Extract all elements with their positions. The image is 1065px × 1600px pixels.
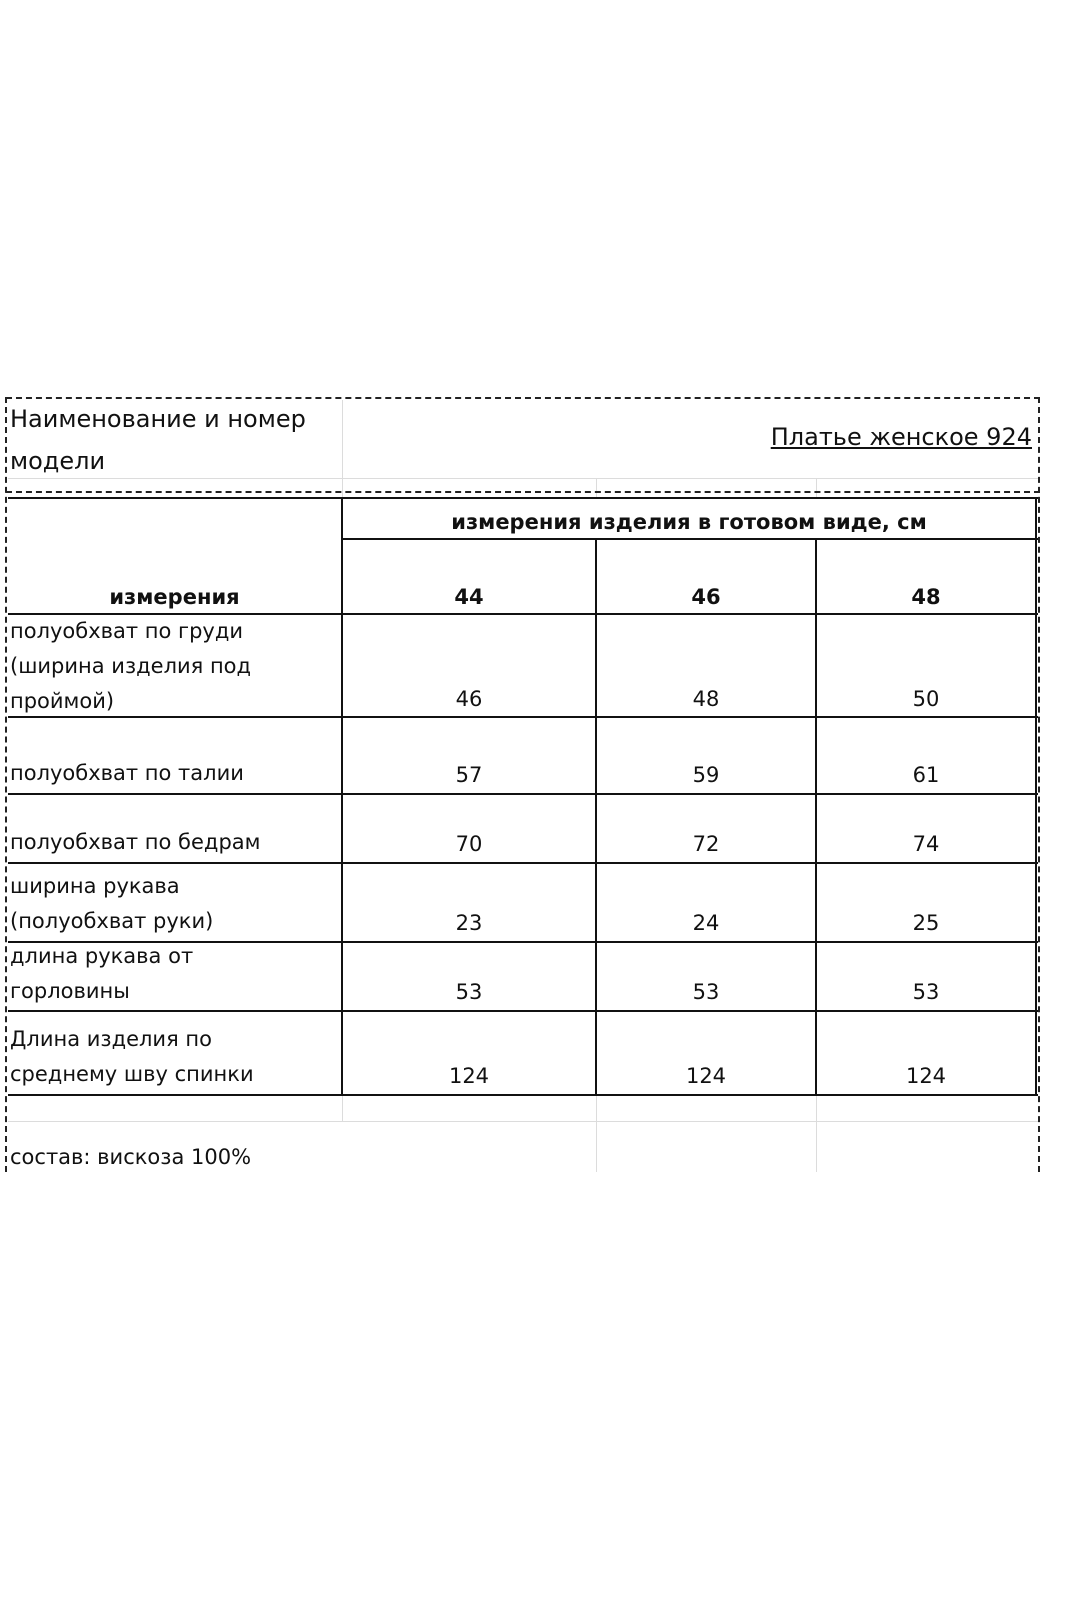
table-border-right (1035, 497, 1037, 1096)
measurement-label-line: среднему шву спинки (10, 1062, 254, 1086)
table-cell: 23 (455, 911, 483, 935)
table-border-top (8, 497, 1038, 499)
group-header: измерения изделия в готовом виде, см (451, 510, 927, 534)
composition-note: состав: вискоза 100% (10, 1145, 252, 1169)
measurement-label (10, 869, 213, 939)
model-name-label (10, 398, 306, 482)
table-cell: 46 (455, 687, 483, 711)
grid-line (596, 478, 597, 498)
column-divider (595, 538, 597, 1096)
table-cell: 124 (905, 1064, 947, 1088)
measurement-label (10, 825, 261, 860)
size-header: 48 (911, 585, 941, 609)
measurement-label-line: полуобхват по бедрам (10, 830, 261, 854)
size-header: 46 (691, 585, 721, 609)
table-cell: 48 (692, 687, 720, 711)
table-cell: 61 (912, 763, 940, 787)
first-column-header: измерения (109, 585, 240, 609)
table-border-bottom (8, 1094, 1038, 1096)
table-cell: 124 (685, 1064, 727, 1088)
table-cell: 59 (692, 763, 720, 787)
measurement-label-line: Длина изделия по (10, 1027, 212, 1051)
table-cell: 74 (912, 832, 940, 856)
grid-line (816, 1096, 817, 1172)
page-border-mid (6, 491, 1040, 493)
page-border-left (5, 397, 7, 1172)
measurement-label-line: длина рукава от (10, 944, 194, 968)
table-cell: 124 (448, 1064, 490, 1088)
table-cell: 24 (692, 911, 720, 935)
measurement-label (10, 756, 244, 791)
grid-line (342, 1096, 343, 1122)
grid-line (596, 1096, 597, 1172)
measurement-label (10, 939, 193, 1009)
table-cell: 25 (912, 911, 940, 935)
grid-line (342, 478, 343, 498)
table-cell: 70 (455, 832, 483, 856)
row-divider (8, 1010, 1038, 1012)
grid-line (816, 478, 817, 498)
grid-line (342, 400, 343, 480)
measurement-label-line: полуобхват по талии (10, 761, 244, 785)
column-divider (815, 538, 817, 1096)
measurement-label-line: проймой) (10, 689, 115, 713)
table-cell: 53 (912, 980, 940, 1004)
grid-line (8, 1121, 1038, 1122)
measurement-label-line: полуобхват по груди (10, 619, 244, 643)
measurement-label (10, 614, 251, 719)
measurement-label-line: горловины (10, 979, 130, 1003)
row-divider (8, 793, 1038, 795)
measurement-label-line: ширина рукава (10, 874, 180, 898)
table-cell: 53 (455, 980, 483, 1004)
size-header: 44 (454, 585, 484, 609)
measurement-label (10, 1022, 254, 1092)
measurement-label-line: (ширина изделия под (10, 654, 252, 678)
model-name-label-line: модели (10, 447, 106, 475)
table-cell: 53 (692, 980, 720, 1004)
table-cell: 72 (692, 832, 720, 856)
table-cell: 50 (912, 687, 940, 711)
measurement-label-line: (полуобхват руки) (10, 909, 214, 933)
table-cell: 57 (455, 763, 483, 787)
model-name-label-line: Наименование и номер (10, 405, 306, 433)
page-border-right (1038, 397, 1040, 1172)
model-name-value: Платье женское 924 (770, 423, 1032, 451)
row-divider (8, 862, 1038, 864)
